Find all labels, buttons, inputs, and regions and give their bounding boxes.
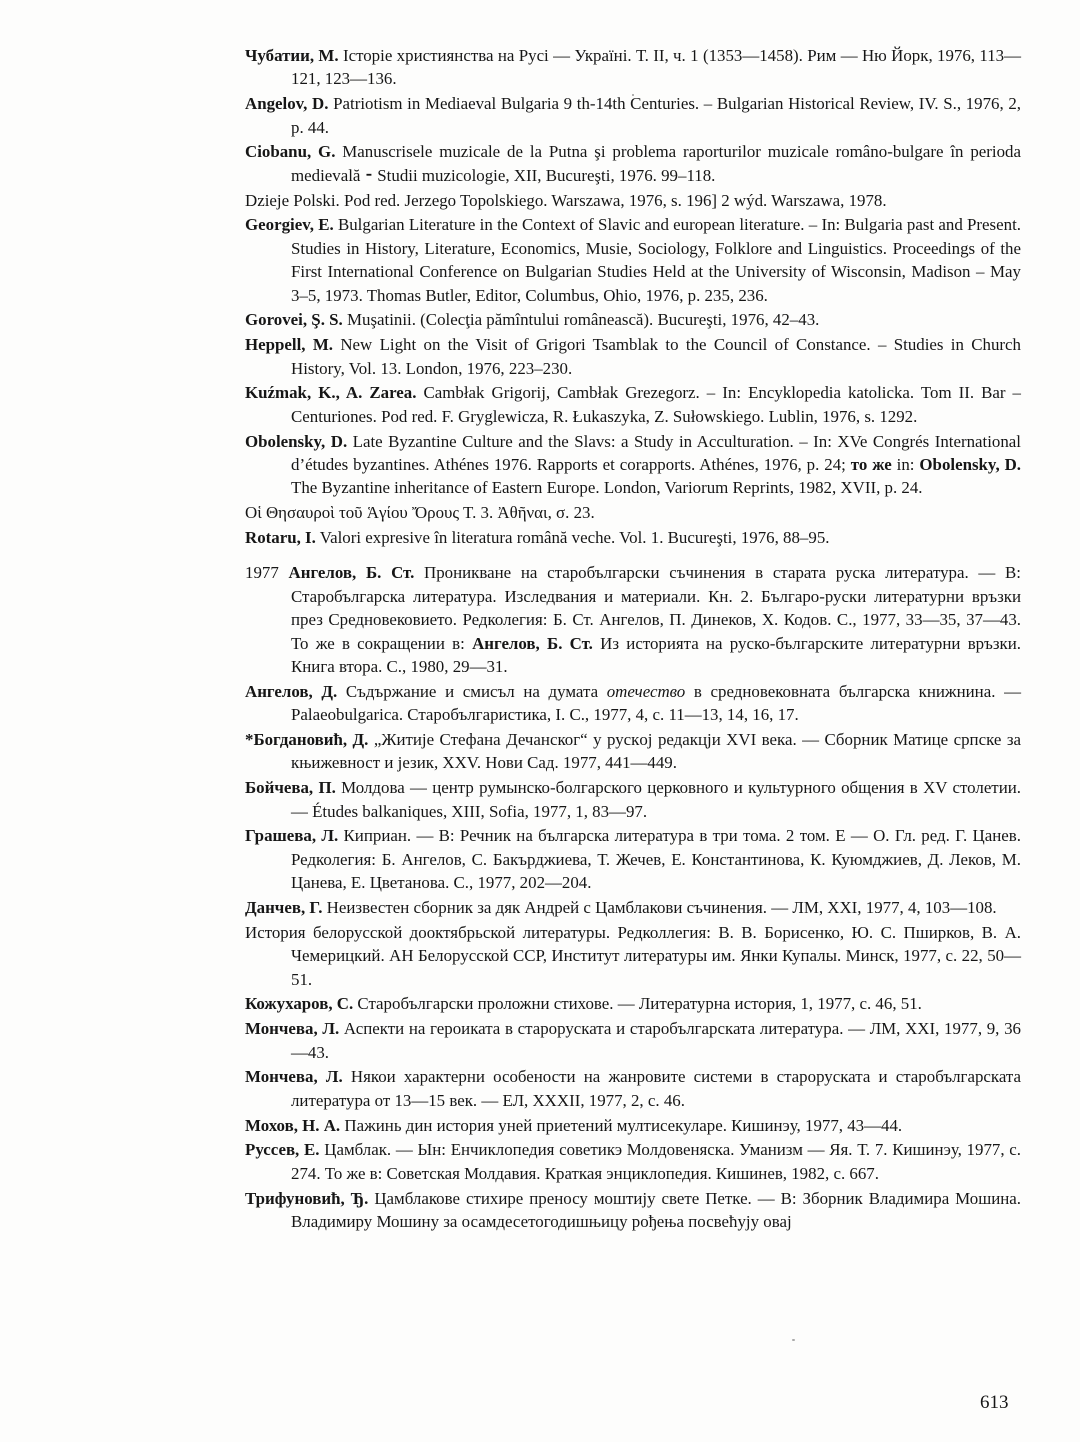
bibliography-entry: Данчев, Г. Неизвестен сборник за дяк Андрей с Цамблакови съчинения. — ЛМ, XXI, 1977, 4, 103—108. (245, 898, 997, 918)
bibliography-entry: Οἱ Θησαυροὶ τοῦ Ἁγίου Ὄρους Τ. 3. Ἀθῆναι, σ. 23. (245, 503, 595, 523)
bibliography-entry: Грашева, Л. Киприан. — В: Речник на българска литература в три тома. 2 том. Е — О. Гл. ред. Г. Цанев. Редколегия: Б. Ангелов, С. Бакърджиева, Т. Жечев, Е. Константинова, К. Куюмджиев, Д. Леков, М. Цанева, Е. Цветанова. С., 1977, 202—204. (245, 826, 1021, 893)
scan-speck (792, 1339, 795, 1341)
bibliography-entry: Rotaru, I. Valori expresive în literatura română veche. Vol. 1. Bucureşti, 1976, 88–95. (245, 528, 830, 548)
same-abbrev: то же (850, 455, 892, 475)
bibliography-entry: Ciobanu, G. Manuscrisele muzicale de la Putna şi problema raporturilor muzicale româno-bulgare în perioda medievală ⁃ Studii muzicologie, XII, Bucureşti, 1976. 99–118. (245, 142, 1021, 185)
bibliography-entry: 1977 Ангелов, Б. Ст. Проникване на старобългарски съчинения в старата руска литература. — В: Старобългарска литература. Изследвания и материали. Кн. 2. Българо-руски литературни връзки през Средновековието. Редколегия: Б. Ст. Ангелов, П. Динеков, Х. Кодов. С., 1977, 33—35, 37—43. То же в сокращении в: Ангелов, Б. Ст. Из историята на руско-българските литературни връзки. Книга втора. С., 1980, 29—31. (245, 563, 1022, 677)
bibliography-entry: Ангелов, Д. Съдържание и смисъл на думата отечество в средновековната българска книжнина. — Palaeobulgarica. Старобългаристика, I. С., 1977, 4, с. 11—13, 14, 16, 17. (245, 681, 1021, 725)
bibliography-entry: Angelov, D. Patriotism in Mediaeval Bulgaria 9 th-14th Centuries. – Bulgarian Historical Review, IV. S., 1976, 2, p. 44. (245, 94, 1021, 137)
bibliography-entry: Dzieje Polski. Pod red. Jerzego Topolskiego. Warszawa, 1976, s. 196] 2 wýd. Warszawa, 1978. (245, 190, 887, 210)
bibliography-entry: Трифуновић, Ђ. Цамблакове стихире преносу моштију свете Петке. — В: Зборник Владимира Мошина. Владимиру Мошину за осамдесетогодишњицу рођења посвећују овај (245, 1188, 1022, 1232)
bibliography-entry: Georgiev, E. Bulgarian Literature in the Context of Slavic and european literature. – In: Bulgaria past and Present. Studies in History, Literature, Economics, Musie, Sociology, Folklore and Linguistics. Proceedings of the First International Conference on Bulgarian Studies Held at the University of Wisconsin, Madison – May 3–5, 1973. Thomas Butler, Editor, Columbus, Ohio, 1976, p. 235, 236. (245, 215, 1021, 305)
bibliography-entry: Кожухаров, С. Старобългарски проложни стихове. — Литературна история, 1, 1977, с. 46, 51. (245, 994, 922, 1014)
bibliography-entry: Obolensky, D. Late Byzantine Culture and the Slavs: a Study in Acculturation. – In: XVe Congrés International d’études byzantines. Athénes 1976. Rapports et corapports. Athénes, 1976, p. 24; то же in: Obolensky, D. The Byzantine inheritance of Eastern Europe. London, Variorum Reprints, 1982, XVII, p. 24. (245, 431, 1022, 498)
bibliography-list (245, 44, 1021, 1235)
bibliography-entry: Heppell, M. New Light on the Visit of Grigori Tsamblak to the Council of Constance. – Studies in Church History, Vol. 13. London, 1976, 223–230. (245, 335, 1021, 378)
bibliography-entry: Kuźmak, K., A. Zarea. Cambłak Grigorij, Cambłak Grezegorz. – In: Encyklopedia katolicka. Tom II. Bar – Centuriones. Pod red. F. Gryglewicza, R. Łukaszyka, Z. Sułowskiego. Lublin, 1976, s. 1292. (245, 383, 1022, 426)
bibliography-entry: Gorovei, Ş. S. Muşatinii. (Colecţia pămîntului românească). Bucureşti, 1976, 42–43. (245, 310, 820, 330)
bibliography-entry: Бойчева, П. Молдова — центр румынско-болгарского церковного и культурного общения в XV столетии. — Études balkaniques, XIII, Sofia, 1977, 1, 83—97. (245, 778, 1021, 821)
bibliography-entry: История белорусской дооктябрьской литературы. Редколлегия: В. В. Борисенко, Ю. С. Пширков, В. А. Чемерицкий. АН Белорусской ССР, Институт литературы им. Янки Купалы. Минск, 1977, с. 22, 50—51. (245, 922, 1021, 989)
bibliography-entry: Мончева, Л. Аспекти на героиката в староруската и старобългарската литература. — ЛМ, XXI, 1977, 9, 36—43. (245, 1019, 1021, 1062)
bibliography-entry: *Богдановић, Д. „Житије Стефана Дечанског“ у рускoj редакцjи XVI века. — Сборник Матице српске за књижевност и језик, XXV. Нови Сад. 1977, 441—449. (245, 730, 1021, 773)
page-number: 613 (980, 1392, 1009, 1413)
bibliography-entry: Чубатии, М. Історіе християнства на Русі — Україні. Т. II, ч. 1 (1353—1458). Рим — Ню Йорк, 1976, 113—121, 123—136. (245, 46, 1021, 89)
bibliography-entry: Руссев, Е. Цамблак. — Ын: Енчиклопедия советикэ Молдовеняска. Уманизм — Яя. Т. 7. Кишинэу, 1977, с. 274. То же в: Советская Молдавия. Краткая энциклопедия. Кишинев, 1982, с. 667. (245, 1140, 1022, 1183)
year-marker: 1977 (245, 563, 289, 583)
bibliography-entry: Мохов, Н. А. Пажинь дин история уней приетений мултисекуларе. Кишинэу, 1977, 43—44. (245, 1115, 903, 1135)
bibliography-entry: Мончева, Л. Някои характерни особености на жанровите системи в староруската и старобългарската литература от 13—15 век. — ЕЛ, XXXII, 1977, 2, с. 46. (245, 1067, 1021, 1110)
